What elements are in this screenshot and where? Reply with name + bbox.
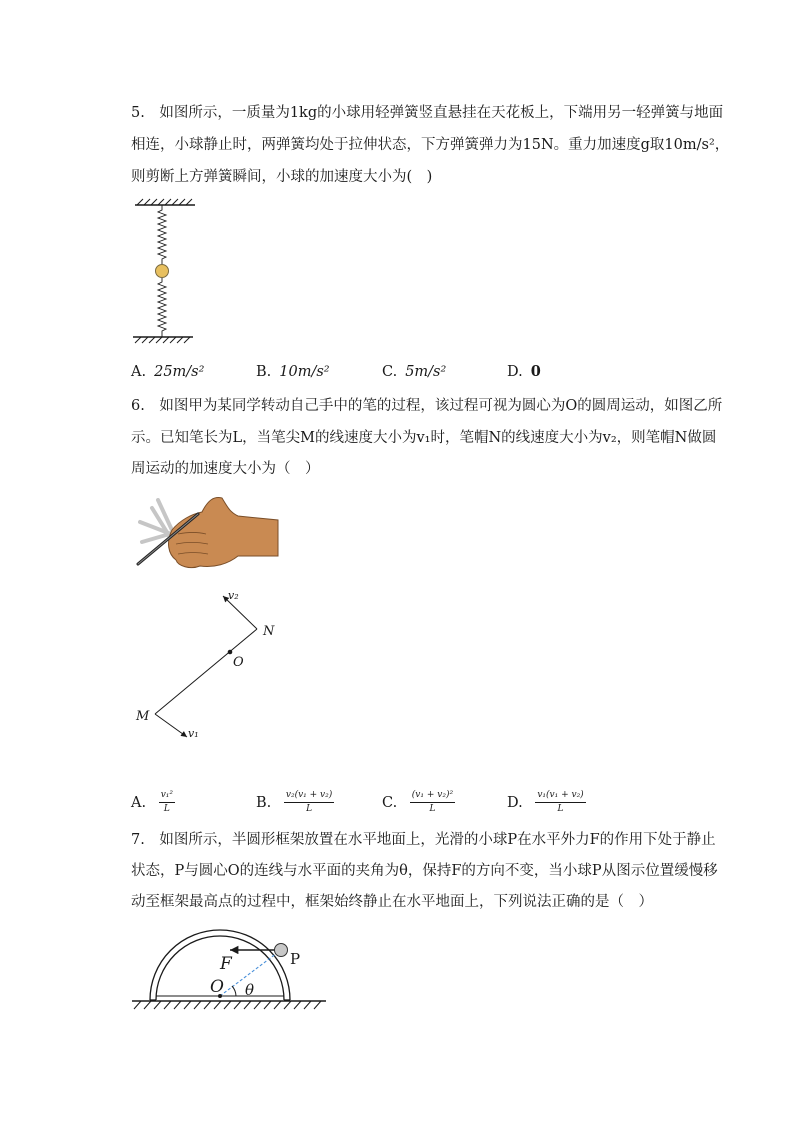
q7-text-line-1: 7. 如图所示，半圆形框架放置在水平地面上，光滑的小球P在水平外力F的作用下处于静止	[131, 832, 716, 848]
ball	[156, 265, 169, 278]
option-value: 0	[530, 363, 541, 380]
q6-text-line-2: 示。已知笔长为L，当笔尖M的线速度大小为v₁时，笔帽N的线速度大小为v₂，则笔帽N做圆	[131, 430, 717, 446]
q6-text-line-1: 6. 如图甲为某同学转动自己手中的笔的过程，该过程可视为圆心为O的圆周运动，如图乙所	[131, 398, 723, 414]
lower-spring	[158, 278, 166, 337]
q5-text-line-1: 5. 如图所示，一质量为1kg的小球用轻弹簧竖直悬挂在天花板上，下端用另一轻弹簧与地面	[131, 105, 724, 121]
option-fraction: $\frac{\text{v₁²}}{L}$	[160, 790, 174, 814]
option-label: C.	[382, 794, 398, 811]
q6-option-c[interactable]	[382, 790, 455, 815]
option-label: B.	[256, 794, 272, 811]
pen-line	[155, 629, 257, 714]
q5-option-d[interactable]	[507, 362, 541, 382]
center-dot	[228, 650, 233, 655]
q5-option-b[interactable]	[256, 362, 330, 382]
q6-circular-motion-diagram	[130, 585, 300, 745]
q6-text-line-3: 周运动的加速度大小为（ ）	[131, 461, 320, 477]
q5-text-line-2: 相连，小球静止时，两弹簧均处于拉伸状态，下方弹簧弹力为15N。重力加速度g取10m/s²，	[131, 137, 730, 153]
q6-option-a[interactable]	[131, 790, 175, 815]
option-label: A.	[131, 364, 147, 380]
hand-pen-image	[132, 490, 282, 575]
option-value: 5m/s²	[405, 364, 447, 380]
option-value: 25m/s²	[154, 364, 205, 380]
label-N: N	[263, 624, 275, 639]
q6-option-b[interactable]	[256, 790, 334, 815]
option-fraction: $\frac{\text{v₁(v₁ + v₂)}}{L}$	[537, 790, 584, 814]
label-O: O	[233, 655, 244, 670]
option-label: A.	[131, 794, 147, 811]
upper-spring	[158, 205, 166, 264]
ball-P	[275, 944, 288, 957]
label-F: F	[220, 954, 232, 974]
q5-spring-diagram	[125, 196, 205, 346]
q7-semicircle-frame-diagram	[130, 925, 330, 1015]
q7-text-line-2: 状态，P与圆心O的连线与水平面的夹角为θ，保持F的方向不变，当小球P从图示位置缓慢移	[131, 863, 718, 879]
option-fraction: $\frac{\text{(v₁ + v₂)²}}{L}$	[411, 790, 454, 814]
label-P: P	[290, 950, 301, 968]
q6-option-d[interactable]	[507, 790, 586, 815]
option-label: C.	[382, 364, 398, 380]
option-label: D.	[507, 364, 523, 380]
label-v2: v₂	[228, 589, 239, 602]
option-label: B.	[256, 364, 272, 380]
q5-option-c[interactable]	[382, 362, 446, 382]
q5-option-a[interactable]	[131, 362, 204, 382]
v1-arrow	[155, 714, 187, 737]
label-O: O	[210, 977, 224, 997]
option-label: D.	[507, 794, 523, 811]
theta-arc	[232, 986, 236, 996]
option-value: 10m/s²	[279, 364, 330, 380]
q7-text-line-3: 动至框架最高点的过程中，框架始终静止在水平地面上，下列说法正确的是（ ）	[131, 894, 653, 910]
label-M: M	[136, 709, 150, 724]
q5-text-line-3: 则剪断上方弹簧瞬间，小球的加速度大小为( )	[131, 169, 433, 185]
label-v1: v₁	[188, 727, 199, 740]
label-theta: θ	[245, 981, 255, 999]
option-fraction: $\frac{\text{v₂(v₁ + v₂)}}{L}$	[285, 790, 333, 814]
